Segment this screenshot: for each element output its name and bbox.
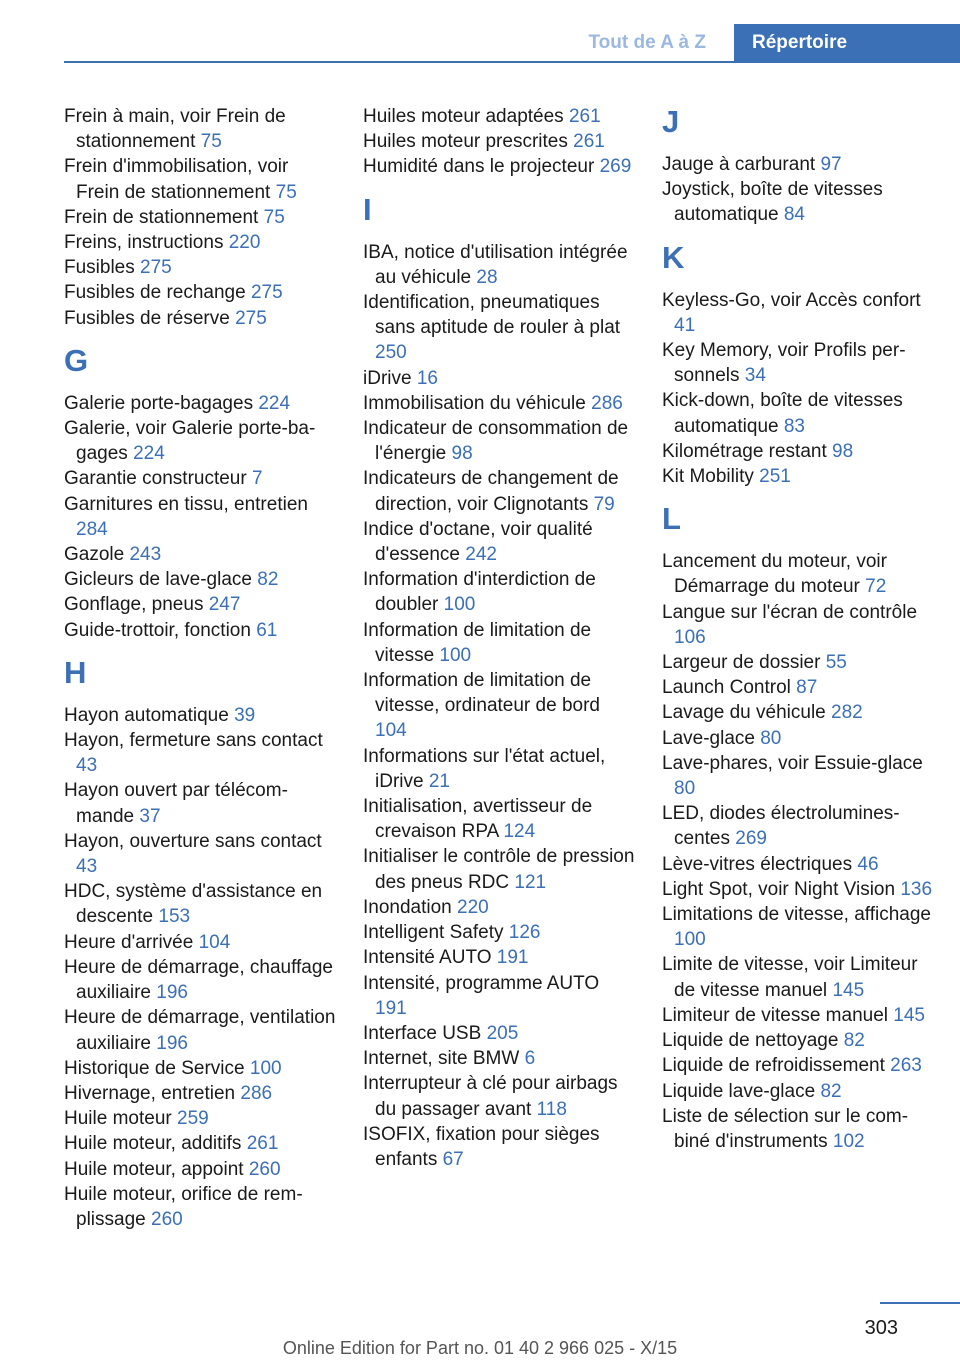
page-link[interactable]: 82 [820, 1080, 842, 1102]
page-link[interactable]: 205 [486, 1022, 519, 1044]
entry-text: Identification, pneumatiques sans aptitude de rouler à plat [363, 292, 621, 339]
entry-text: Heure d'arrivée [64, 931, 194, 953]
entry-text: Humidité dans le projecteur [363, 156, 595, 178]
page-link[interactable]: 261 [568, 106, 601, 127]
entry-text: Interrupteur à clé pour airbags du passager avant [363, 1073, 618, 1120]
entry-text: Key Memory, voir Profils personnels [662, 340, 906, 387]
entry-text: Liste de sélection sur le combiné d'instruments [662, 1105, 909, 1152]
page-header [0, 24, 960, 62]
entry-text: Huiles moteur prescrites [363, 131, 568, 153]
page-link[interactable]: 243 [129, 544, 162, 566]
page-link[interactable]: 247 [208, 594, 241, 616]
index-entry [662, 600, 934, 650]
index-entry [662, 726, 934, 751]
page-link[interactable]: 261 [246, 1133, 279, 1155]
entry-text: Garnitures en tissu, entretien [64, 493, 308, 515]
page-link[interactable]: 136 [900, 878, 933, 900]
index-column-1 [64, 104, 336, 1232]
index-entry [64, 1131, 336, 1156]
page-link[interactable]: 196 [156, 1032, 188, 1054]
entry-text: Frein de stationnement [64, 206, 259, 228]
entry-text: Joystick, boîte de vitesses automatique [662, 179, 883, 226]
entry-text: ISOFIX, fixation pour sièges enfants [363, 1123, 600, 1170]
page-number: 303 [864, 1317, 898, 1339]
entry-text: Light Spot, voir Night Vision [662, 878, 896, 900]
index-entry [64, 1056, 336, 1081]
index-entry [64, 955, 336, 1005]
entry-text: Gicleurs de lave-glace [64, 569, 252, 591]
section-letter: L [662, 501, 681, 537]
entry-text: Lavage du véhicule [662, 702, 826, 724]
entry-text: Frein à main, voir Frein de stationnement [64, 106, 286, 153]
entry-text: Huile moteur [64, 1108, 172, 1130]
index-entry [64, 466, 336, 491]
entry-text: Hayon, ouverture sans contact [64, 830, 322, 852]
page-link[interactable]: 153 [158, 906, 191, 928]
page-link[interactable]: 145 [893, 1004, 925, 1026]
entry-text: Langue sur l'écran de contrôle [662, 601, 918, 623]
page-link[interactable]: 37 [139, 805, 161, 827]
index-entry [662, 388, 934, 438]
entry-text: Fusibles [64, 257, 135, 279]
index-entry [64, 255, 336, 280]
page-link[interactable]: 269 [599, 156, 632, 178]
index-entry [64, 306, 336, 331]
entry-text: Lève-vitres électriques [662, 853, 853, 875]
entry-text: Garantie constructeur [64, 468, 247, 490]
index-entry [64, 703, 336, 728]
index-entry [662, 1003, 934, 1028]
page-link[interactable]: 282 [831, 702, 863, 724]
index-entry [363, 844, 635, 894]
entry-text: Historique de Service [64, 1057, 245, 1079]
entry-text: Hivernage, entretien [64, 1082, 236, 1104]
header-rule [64, 61, 960, 63]
entry-text: Indicateur de consommation de l'énergie [363, 418, 629, 465]
page-link[interactable]: 97 [820, 154, 842, 175]
entry-text: Hayon ouvert par télécommande [64, 780, 288, 827]
page-link[interactable]: 75 [263, 206, 285, 228]
page-link[interactable]: 28 [476, 266, 498, 288]
page-link[interactable]: 191 [496, 947, 529, 969]
index-entry [363, 129, 635, 154]
tab-section[interactable]: Tout de A à Z [588, 32, 706, 53]
entry-text: Information d'interdiction de doubler [363, 569, 596, 616]
index-entry [64, 280, 336, 305]
page-link[interactable]: 106 [674, 626, 706, 648]
index-entry [363, 567, 635, 617]
index-entry [363, 1046, 635, 1071]
page-link[interactable]: 80 [674, 778, 696, 800]
index-entry [662, 952, 934, 1002]
index-entry [363, 154, 635, 179]
index-entry [662, 464, 934, 489]
index-entry [64, 592, 336, 617]
page-link[interactable]: 61 [256, 619, 278, 641]
page-link[interactable]: 6 [524, 1048, 536, 1070]
index-entry [363, 104, 635, 129]
index-entry [64, 829, 336, 879]
entry-text: IBA, notice d'utilisation intégrée au véhicule [363, 241, 628, 288]
index-entry [363, 240, 635, 290]
page-link[interactable]: 191 [375, 997, 407, 1019]
entry-text: Indicateurs de changement de direction, voir Clignotants [363, 468, 619, 515]
index-entry [363, 971, 635, 1021]
page-link[interactable]: 261 [573, 131, 605, 153]
index-entry [662, 700, 934, 725]
page-link[interactable]: 82 [843, 1030, 865, 1052]
index-entry [363, 618, 635, 668]
index-entry [64, 778, 336, 828]
index-column-3 [662, 104, 934, 1154]
index-entry [64, 879, 336, 929]
entry-text: Guide-trottoir, fonction [64, 619, 251, 641]
index-entry [64, 1106, 336, 1131]
index-entry [64, 1157, 336, 1182]
page-link[interactable]: 250 [375, 342, 407, 364]
index-entry [363, 416, 635, 466]
entry-text: Limiteur de vitesse manuel [662, 1004, 888, 1026]
page-link[interactable]: 220 [228, 232, 261, 254]
index-entry [363, 391, 635, 416]
entry-text: Fusibles de réserve [64, 307, 230, 329]
entry-text: Limitations de vitesse, affichage [662, 904, 931, 926]
index-entry [363, 1021, 635, 1046]
entry-text: Freins, instructions [64, 232, 224, 254]
page-link[interactable]: 104 [198, 931, 231, 953]
entry-text: Keyless-Go, voir Accès confort [662, 289, 921, 311]
index-entry [662, 1053, 934, 1078]
entry-text: Largeur de dossier [662, 652, 821, 674]
index-entry [662, 177, 934, 227]
entry-text: Gazole [64, 544, 125, 566]
page-link[interactable]: 100 [439, 644, 472, 666]
page-link[interactable]: 43 [76, 755, 98, 777]
page-link[interactable]: 79 [593, 493, 615, 515]
index-entry [64, 205, 336, 230]
edition-note: Online Edition for Part no. 01 40 2 966 025 - X/15 [282, 1338, 678, 1358]
page-link[interactable]: 251 [759, 466, 791, 488]
index-entry [662, 338, 934, 388]
entry-text: Jauge à carburant [662, 154, 816, 175]
entry-text: Gonflage, pneus [64, 594, 204, 616]
entry-text: Heure de démarrage, ventilation auxiliaire [64, 1007, 336, 1054]
page-link[interactable]: 275 [140, 257, 172, 279]
index-entry [363, 517, 635, 567]
page-link[interactable]: 126 [508, 922, 541, 944]
entry-text: Lancement du moteur, voir Démarrage du moteur [662, 551, 887, 598]
index-entry [363, 290, 635, 366]
page-link[interactable]: 16 [416, 367, 438, 389]
index-entry [363, 366, 635, 391]
entry-text: Initialisation, avertisseur de crevaison RPA [363, 796, 593, 843]
entry-text: Huiles moteur adaptées [363, 106, 564, 127]
entry-text: Lave-glace [662, 727, 755, 749]
entry-text: Intelligent Safety [363, 922, 504, 944]
entry-text: Information de limitation de vitesse [363, 619, 592, 666]
page-link[interactable]: 72 [865, 576, 887, 598]
page-link[interactable]: 55 [825, 652, 847, 674]
index-entry [662, 152, 934, 177]
entry-text: Hayon, fermeture sans contact [64, 730, 323, 752]
entry-text: Hayon automatique [64, 704, 229, 726]
page-link[interactable]: 75 [275, 181, 297, 203]
entry-text: Heure de démarrage, chauffage auxiliaire [64, 956, 333, 1004]
index-entry [363, 1122, 635, 1172]
entry-text: LED, diodes électroluminescentes [662, 803, 900, 850]
entry-text: Liquide de refroidissement [662, 1055, 885, 1077]
index-entry [363, 744, 635, 794]
entry-text: Kit Mobility [662, 466, 754, 488]
index-entry [662, 1104, 934, 1154]
entry-text: Interface USB [363, 1022, 482, 1044]
index-entry [662, 439, 934, 464]
page-link[interactable]: 100 [249, 1057, 282, 1079]
entry-text: Intensité, programme AUTO [363, 972, 600, 994]
page-link[interactable]: 269 [735, 828, 767, 850]
index-entry [662, 1028, 934, 1053]
index-entry [363, 920, 635, 945]
index-entry [363, 945, 635, 970]
index-entry [64, 618, 336, 643]
page-link[interactable]: 34 [744, 365, 766, 387]
index-entry [363, 668, 635, 744]
page-link[interactable]: 260 [248, 1158, 281, 1180]
index-entry [662, 1079, 934, 1104]
index-entry [662, 902, 934, 952]
page-link[interactable]: 118 [536, 1098, 567, 1120]
index-entry [363, 466, 635, 516]
entry-text: Internet, site BMW [363, 1048, 520, 1070]
index-entry [662, 852, 934, 877]
page-link[interactable]: 104 [375, 720, 407, 742]
page-link[interactable]: 286 [240, 1082, 273, 1104]
page-link[interactable]: 67 [442, 1148, 464, 1170]
index-entry [662, 877, 934, 902]
entry-text: Intensité AUTO [363, 947, 492, 969]
page-link[interactable]: 242 [465, 544, 497, 566]
page-link[interactable]: 284 [76, 518, 108, 540]
entry-text: iDrive [363, 367, 412, 389]
entry-text: Immobilisation du véhicule [363, 392, 586, 414]
index-entry [64, 567, 336, 592]
page-link[interactable]: 82 [257, 569, 279, 591]
page-link[interactable]: 21 [428, 770, 450, 792]
index-entry [64, 230, 336, 255]
entry-text: Initialiser le contrôle de pression des pneus RDC [363, 846, 635, 893]
section-letter: H [64, 654, 87, 690]
page-link[interactable]: 224 [258, 392, 291, 414]
page-link[interactable]: 224 [133, 443, 165, 465]
page-link[interactable]: 43 [76, 856, 98, 878]
entry-text: Informations sur l'état actuel, iDrive [363, 745, 606, 792]
entry-text: Inondation [363, 896, 452, 918]
entry-text: Liquide lave-glace [662, 1080, 816, 1102]
tab-current[interactable]: Répertoire [734, 24, 960, 62]
footer-rule [880, 1302, 960, 1304]
entry-text: Kick-down, boîte de vitesses automatique [662, 390, 903, 437]
page-link[interactable]: 84 [783, 204, 805, 226]
entry-text: Fusibles de rechange [64, 282, 246, 304]
page-link[interactable]: 100 [443, 594, 476, 616]
index-entry [662, 549, 934, 599]
index-entry [662, 751, 934, 801]
section-letter: G [64, 342, 89, 378]
entry-text: Frein d'immobilisation, voir Frein de stationnement [64, 156, 289, 203]
index-entry [662, 288, 934, 338]
page-link[interactable]: 80 [760, 727, 782, 749]
index-entry [64, 416, 336, 466]
page-link[interactable]: 75 [200, 131, 222, 153]
page-link[interactable]: 98 [451, 443, 473, 465]
page-link[interactable]: 275 [250, 282, 283, 304]
index-entry [662, 801, 934, 851]
index-entry [662, 675, 934, 700]
entry-text: Galerie, voir Galerie porte-bagages [64, 418, 316, 465]
page-link[interactable]: 220 [457, 896, 489, 918]
index-entry [64, 154, 336, 204]
index-entry [363, 1071, 635, 1121]
entry-text: Information de limitation de vitesse, ordinateur de bord [363, 670, 600, 717]
entry-text: Galerie porte-bagages [64, 392, 254, 414]
page-link[interactable]: 87 [796, 677, 818, 699]
page-link[interactable]: 83 [783, 415, 805, 437]
entry-text: Huile moteur, orifice de remplissage [64, 1183, 303, 1230]
page-link[interactable]: 259 [177, 1108, 209, 1130]
page-link[interactable]: 98 [832, 440, 854, 462]
page-link[interactable]: 286 [591, 392, 623, 414]
index-entry [662, 650, 934, 675]
entry-text: Kilométrage restant [662, 440, 827, 462]
index-entry [363, 794, 635, 844]
page-link[interactable]: 7 [251, 468, 263, 490]
page-link[interactable]: 121 [514, 871, 547, 893]
index-entry [363, 895, 635, 920]
page-link[interactable]: 46 [857, 853, 879, 875]
index-column-2 [363, 104, 635, 1172]
index-entry [64, 728, 336, 778]
page-link[interactable]: 41 [674, 314, 696, 336]
page-link[interactable]: 263 [890, 1055, 922, 1077]
page-link[interactable]: 145 [832, 979, 865, 1001]
entry-text: Indice d'octane, voir qualité d'essence [363, 518, 593, 566]
index-entry [64, 1081, 336, 1106]
entry-text: Liquide de nettoyage [662, 1030, 839, 1052]
entry-text: HDC, système d'assistance en descente [64, 881, 323, 928]
page-link[interactable]: 196 [156, 982, 188, 1004]
entry-text: Huile moteur, additifs [64, 1133, 242, 1155]
page-link[interactable]: 39 [234, 704, 256, 726]
index-entry [64, 104, 336, 154]
index-entry [64, 391, 336, 416]
page-link[interactable]: 124 [503, 821, 536, 843]
section-letter: J [662, 104, 680, 139]
index-entry [64, 492, 336, 542]
index-entry [64, 1005, 336, 1055]
section-letter: I [363, 191, 372, 227]
page-link[interactable]: 275 [235, 307, 267, 329]
section-letter: K [662, 239, 685, 275]
entry-text: Launch Control [662, 677, 791, 699]
index-entry [64, 1182, 336, 1232]
index-entry [64, 930, 336, 955]
page-link[interactable]: 100 [674, 929, 706, 951]
index-entry [64, 542, 336, 567]
entry-text: Lave-phares, voir Essuie-glace [662, 752, 923, 774]
page-link[interactable]: 260 [151, 1208, 183, 1230]
entry-text: Limite de vitesse, voir Limiteur de vitesse manuel [662, 954, 918, 1001]
page-link[interactable]: 102 [832, 1130, 865, 1152]
entry-text: Huile moteur, appoint [64, 1158, 244, 1180]
